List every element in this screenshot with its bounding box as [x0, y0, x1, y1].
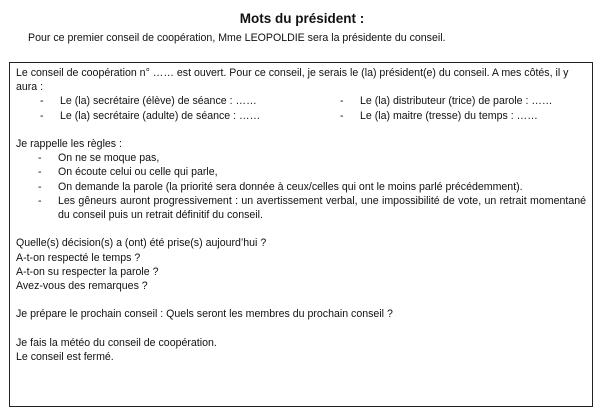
intro-text: Le conseil de coopération n° …… est ouvert. Pour ce conseil, je serais le (la) président(e) du conseil. A mes côtés, il y aura : [16, 67, 569, 94]
rule-item: - Les gêneurs auront progressivement : un avertissement verbal, une impossibilité de vote, un retrait momentané du conseil puis un retrait définitif du conseil. [38, 194, 586, 222]
role-label: Le (la) secrétaire (adulte) de séance : …… [60, 109, 261, 122]
rule-item: - On ne se moque pas, [16, 151, 586, 165]
page-title: Mots du président : [239, 11, 365, 26]
page-subtitle: Pour ce premier conseil de coopération, Mme LEOPOLDIE sera la présidente du conseil. [28, 32, 446, 44]
role-item: - Le (la) maitre (tresse) du temps : …… [340, 109, 538, 122]
rule-item: - On écoute celui ou celle qui parle, [16, 165, 586, 179]
council-script-box [9, 62, 593, 407]
role-item: - Le (la) distributeur (trice) de parole : …… [340, 95, 553, 108]
question-line: A-t-on su respecter la parole ? [16, 265, 159, 278]
rule-text: On écoute celui ou celle qui parle, [58, 166, 218, 179]
role-label: Le (la) secrétaire (élève) de séance : …… [60, 95, 257, 108]
closing-line: Je fais la météo du conseil de coopération. [16, 336, 217, 349]
next-council-line: Je prépare le prochain conseil : Quels seront les membres du prochain conseil ? [16, 308, 393, 321]
rules-list [16, 151, 586, 222]
roles-list [16, 94, 586, 122]
role-label: Le (la) distributeur (trice) de parole : …… [360, 95, 553, 108]
role-item: - Le (la) secrétaire (élève) de séance : …… [40, 95, 257, 108]
question-line: A-t-on respecté le temps ? [16, 251, 141, 264]
question-line: Avez-vous des remarques ? [16, 280, 148, 293]
closing-line: Le conseil est fermé. [16, 351, 114, 363]
role-item: - Le (la) secrétaire (adulte) de séance : …… [40, 109, 261, 122]
question-line: Quelle(s) décision(s) a (ont) été prise(s) aujourd’hui ? [16, 237, 267, 250]
rules-heading: Je rappelle les règles : [16, 138, 122, 150]
rule-text: On demande la parole (la priorité sera donnée à ceux/celles qui ont le moins parlé précédemment). [58, 180, 523, 193]
rule-item: - On demande la parole (la priorité sera donnée à ceux/celles qui ont le moins parlé précédemment). [16, 180, 586, 194]
role-label: Le (la) maitre (tresse) du temps : …… [360, 109, 538, 122]
rule-text: Les gêneurs auront progressivement : un avertissement verbal, une impossibilité de vote, un retrait momentané du conseil puis un retrait définitif du conseil. [58, 194, 586, 222]
rule-text: On ne se moque pas, [58, 152, 160, 165]
